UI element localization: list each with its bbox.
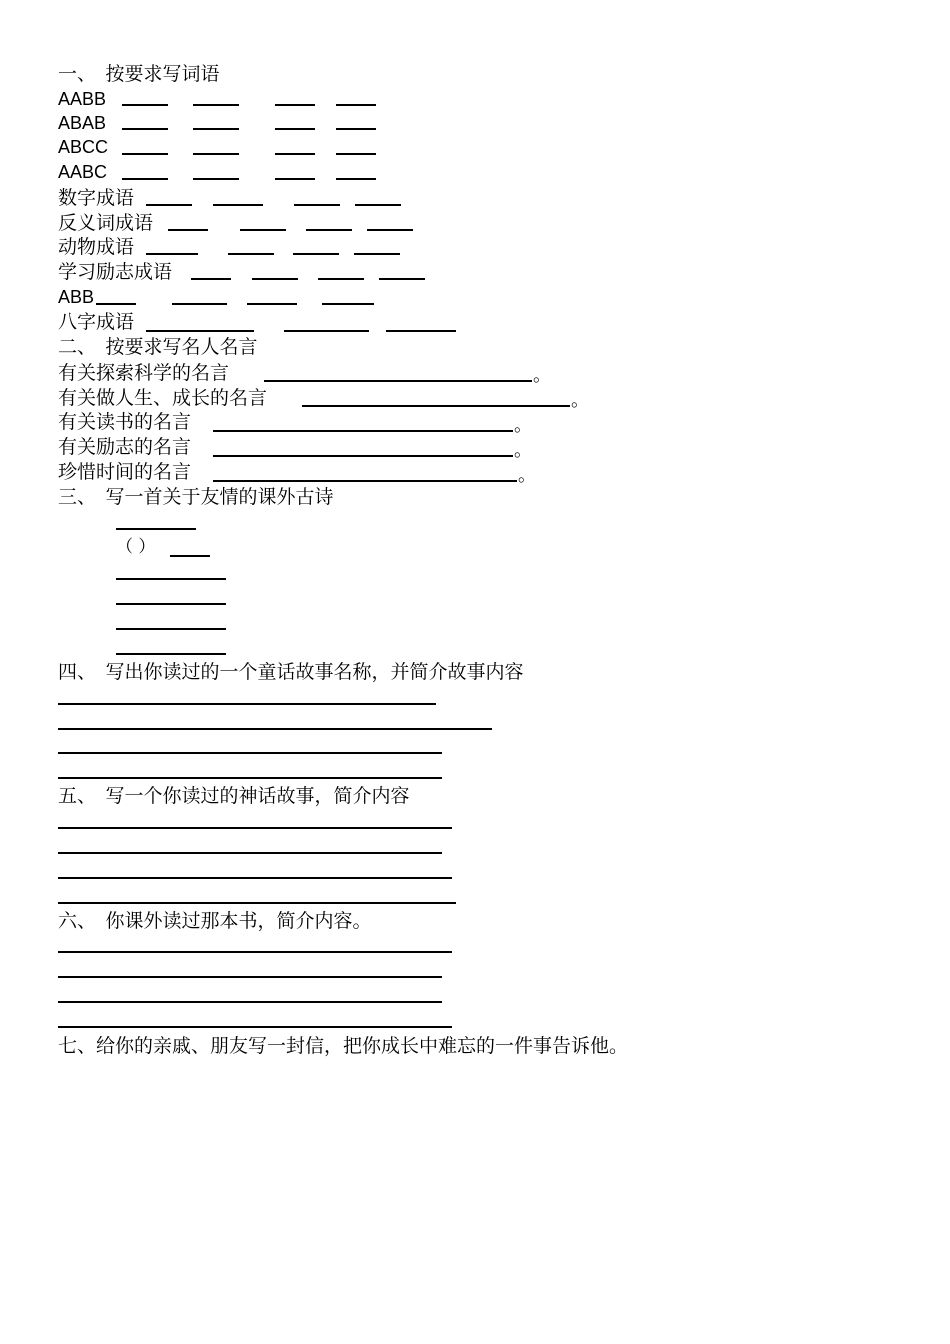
answer-line[interactable]: [58, 1001, 442, 1003]
answer-blank[interactable]: [191, 278, 231, 280]
row-label-abb: ABB: [58, 287, 95, 307]
poem-line-blank[interactable]: [116, 653, 226, 655]
section-5-title: 五、 写一个你读过的神话故事，简介内容: [58, 785, 410, 807]
answer-blank[interactable]: [193, 128, 239, 130]
answer-line[interactable]: [58, 902, 456, 904]
answer-blank[interactable]: [122, 153, 168, 155]
period-mark: 。: [518, 465, 536, 486]
answer-blank[interactable]: [318, 278, 364, 280]
poem-line-blank[interactable]: [116, 578, 226, 580]
answer-blank[interactable]: [336, 178, 376, 180]
answer-blank[interactable]: [122, 128, 168, 130]
row-label-abab: ABAB: [58, 113, 107, 133]
poem-line-blank[interactable]: [116, 628, 226, 630]
row-label-aabb: AABB: [58, 89, 107, 109]
section-1-title: 一、 按要求写词语: [58, 63, 220, 85]
section-2-title: 二、 按要求写名人名言: [58, 336, 258, 358]
quote-label-time: 珍惜时间的名言: [58, 461, 192, 483]
answer-blank[interactable]: [336, 153, 376, 155]
section-6-title: 六、 你课外读过那本书，简介内容。: [58, 910, 372, 932]
answer-line[interactable]: [58, 752, 442, 754]
answer-blank[interactable]: [379, 278, 425, 280]
answer-blank[interactable]: [336, 128, 376, 130]
row-label-eight-char-idioms: 八字成语: [58, 311, 135, 333]
period-mark: 。: [514, 415, 532, 436]
period-mark: 。: [533, 365, 551, 386]
answer-blank[interactable]: [193, 178, 239, 180]
poem-title-blank[interactable]: [116, 528, 196, 530]
answer-blank[interactable]: [146, 253, 198, 255]
answer-blank[interactable]: [213, 430, 513, 432]
answer-line[interactable]: [58, 852, 442, 854]
answer-blank[interactable]: [122, 178, 168, 180]
section-7-title: 七、给你的亲戚、朋友写一封信，把你成长中难忘的一件事告诉他。: [58, 1035, 629, 1057]
row-label-aabc: AABC: [58, 162, 108, 182]
answer-line[interactable]: [58, 827, 452, 829]
answer-blank[interactable]: [213, 204, 263, 206]
row-label-antonym-idioms: 反义词成语: [58, 212, 154, 234]
answer-blank[interactable]: [146, 330, 254, 332]
answer-blank[interactable]: [355, 204, 401, 206]
answer-blank[interactable]: [264, 380, 532, 382]
quote-label-science: 有关探索科学的名言: [58, 362, 230, 384]
answer-line[interactable]: [58, 703, 436, 705]
answer-blank[interactable]: [275, 178, 315, 180]
answer-line[interactable]: [58, 1026, 452, 1028]
answer-blank[interactable]: [322, 303, 374, 305]
answer-blank[interactable]: [168, 229, 208, 231]
poem-line-blank[interactable]: [116, 603, 226, 605]
answer-line[interactable]: [58, 777, 442, 779]
answer-blank[interactable]: [96, 303, 136, 305]
answer-blank[interactable]: [146, 204, 192, 206]
row-label-abcc: ABCC: [58, 137, 109, 157]
answer-blank[interactable]: [386, 330, 456, 332]
quote-label-reading: 有关读书的名言: [58, 411, 192, 433]
answer-blank[interactable]: [275, 153, 315, 155]
answer-blank[interactable]: [306, 229, 352, 231]
row-label-study-idioms: 学习励志成语: [58, 261, 173, 283]
answer-blank[interactable]: [228, 253, 274, 255]
poem-dynasty-paren: （ ）: [116, 537, 156, 557]
poem-author-blank[interactable]: [170, 555, 210, 557]
answer-line[interactable]: [58, 877, 452, 879]
answer-blank[interactable]: [172, 303, 227, 305]
answer-blank[interactable]: [247, 303, 297, 305]
answer-blank[interactable]: [122, 104, 168, 106]
answer-line[interactable]: [58, 976, 442, 978]
answer-blank[interactable]: [275, 104, 315, 106]
period-mark: 。: [514, 440, 532, 461]
answer-blank[interactable]: [354, 253, 400, 255]
answer-blank[interactable]: [213, 455, 513, 457]
section-4-title: 四、 写出你读过的一个童话故事名称，并简介故事内容: [58, 661, 524, 683]
answer-blank[interactable]: [367, 229, 413, 231]
answer-blank[interactable]: [336, 104, 376, 106]
answer-line[interactable]: [58, 951, 452, 953]
answer-blank[interactable]: [294, 204, 340, 206]
answer-blank[interactable]: [240, 229, 286, 231]
row-label-animal-idioms: 动物成语: [58, 236, 135, 258]
answer-blank[interactable]: [193, 153, 239, 155]
period-mark: 。: [571, 390, 589, 411]
row-label-number-idioms: 数字成语: [58, 187, 135, 209]
answer-line[interactable]: [58, 728, 492, 730]
answer-blank[interactable]: [302, 405, 570, 407]
answer-blank[interactable]: [193, 104, 239, 106]
quote-label-motivation: 有关励志的名言: [58, 436, 192, 458]
answer-blank[interactable]: [252, 278, 298, 280]
section-3-title: 三、 写一首关于友情的课外古诗: [58, 486, 334, 508]
answer-blank[interactable]: [284, 330, 369, 332]
quote-label-growth: 有关做人生、成长的名言: [58, 387, 268, 409]
answer-blank[interactable]: [275, 128, 315, 130]
answer-blank[interactable]: [213, 480, 517, 482]
answer-blank[interactable]: [293, 253, 339, 255]
